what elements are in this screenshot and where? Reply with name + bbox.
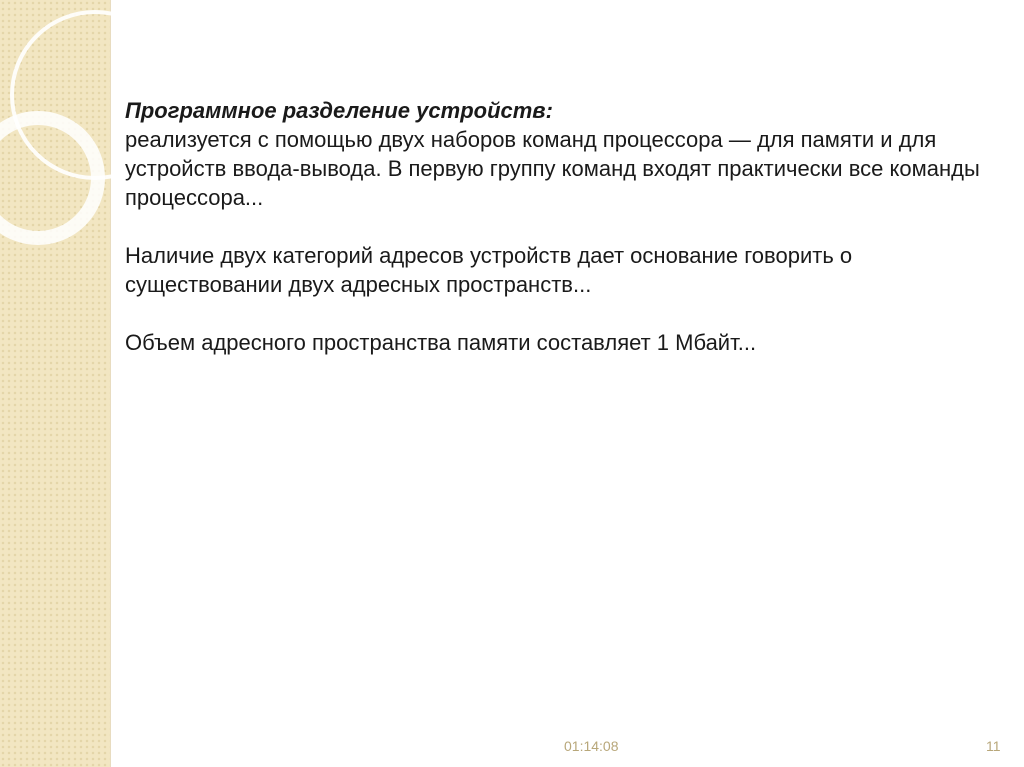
- paragraph-2: Наличие двух категорий адресов устройств дает основание говорить о существовании двух адресных пространств...: [125, 243, 853, 297]
- slide-heading: Программное разделение устройств:: [125, 98, 553, 123]
- paragraph-3: Объем адресного пространства памяти составляет 1 Мбайт...: [125, 330, 757, 355]
- footer-time: 01:14:08: [564, 738, 619, 754]
- slide-content: [125, 96, 995, 357]
- page-number: 11: [986, 738, 1001, 754]
- paragraph-1: реализуется с помощью двух наборов команд процессора — для памяти и для устройств ввода-вывода. В первую группу команд входят практически все команды процессора...: [125, 127, 980, 210]
